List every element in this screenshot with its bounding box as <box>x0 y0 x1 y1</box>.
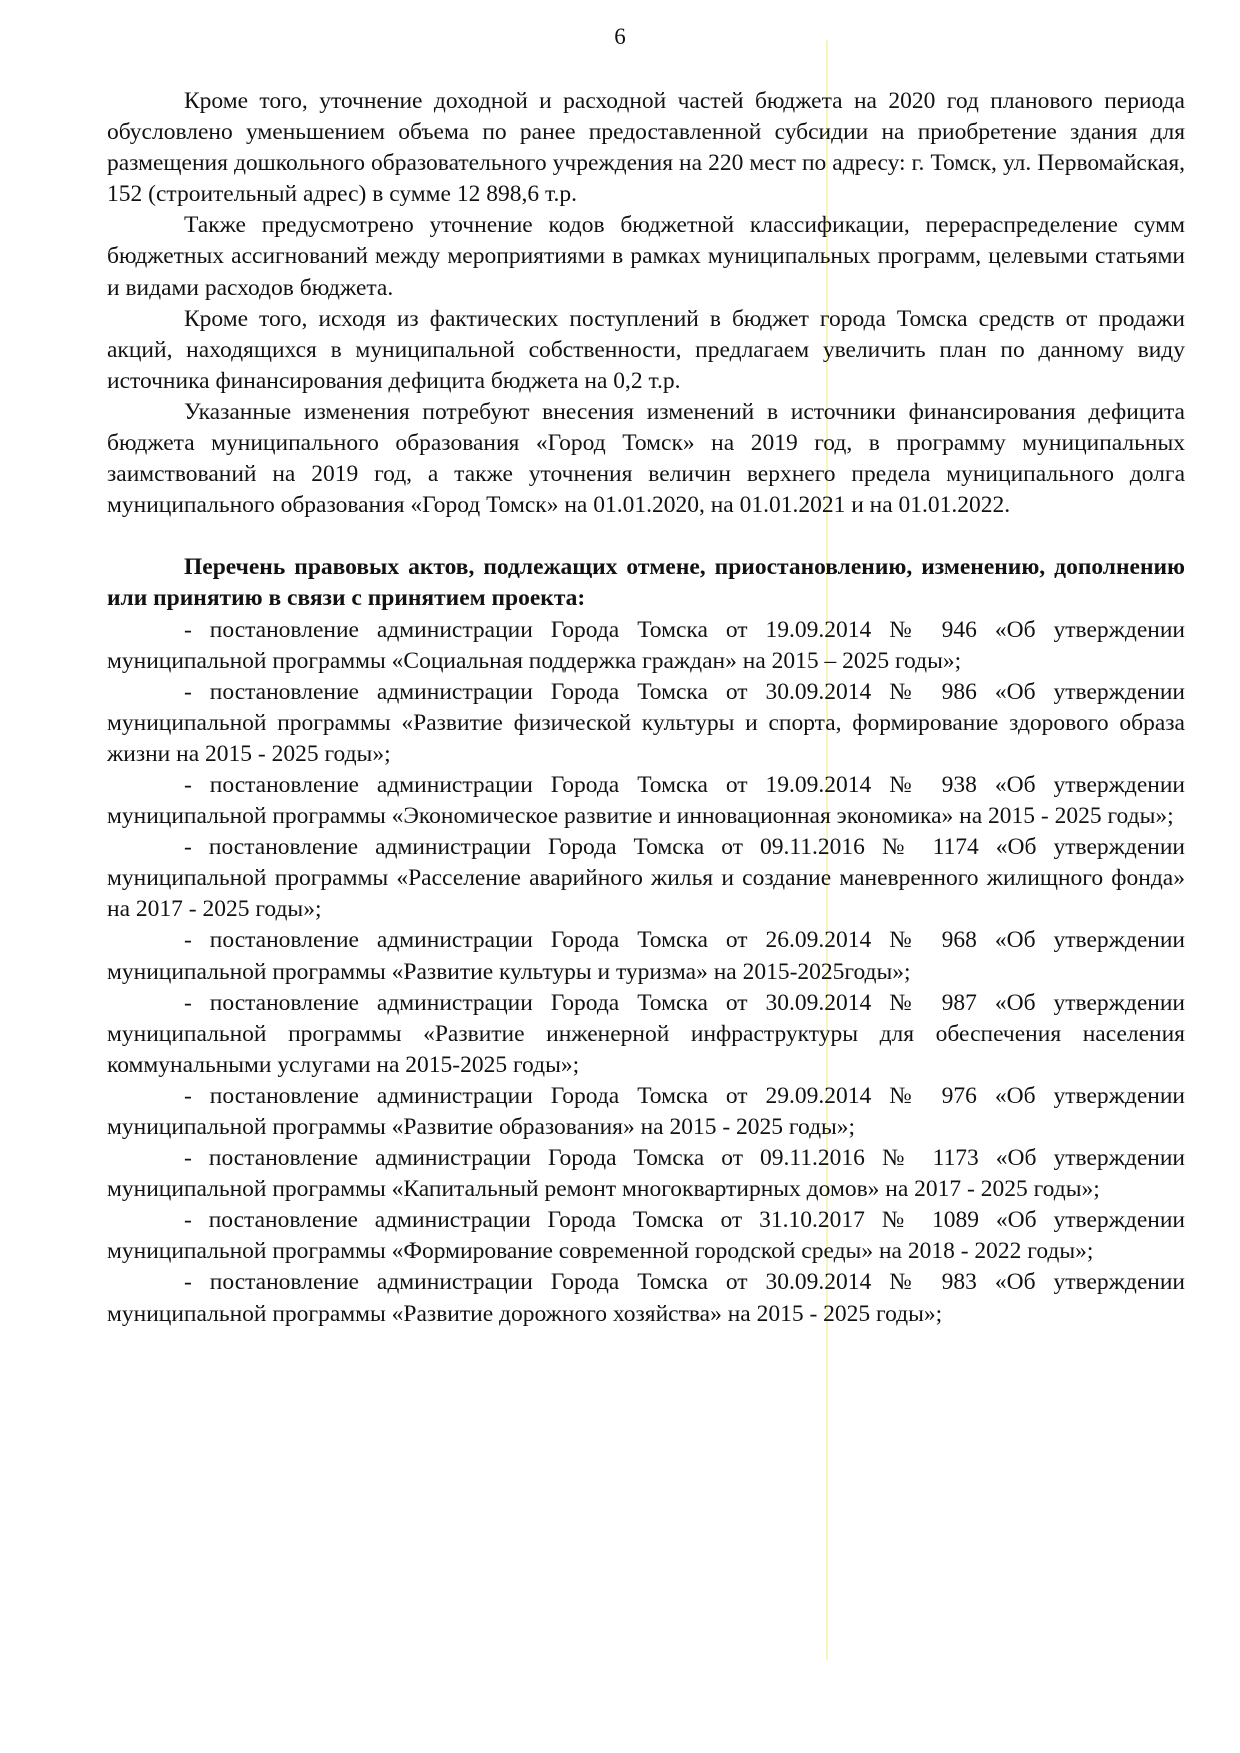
list-item: - постановление администрации Города Томска от 31.10.2017 № 1089 «Об утверждении муниципальной программы «Формирование современной городской среды» на 2018 - 2022 годы»; <box>107 1207 1185 1265</box>
list-item: - постановление администрации Города Томска от 26.09.2014 № 968 «Об утверждении муниципальной программы «Развитие культуры и туризма» на 2015-2025годы»; <box>107 927 1185 985</box>
list-item: - постановление администрации Города Томска от 19.09.2014 № 938 «Об утверждении муниципальной программы «Экономическое развитие и инновационная экономика» на 2015 - 2025 годы»; <box>107 771 1185 830</box>
paragraph: Кроме того, уточнение доходной и расходной частей бюджета на 2020 год планового периода обусловлено уменьшением объема по ранее предоставленной субсидии на приобретение здания для размещения дошкольного образовательного учреждения на 220 мест по адресу: г. Томск, ул. Первомайская, 152 (строительный адрес) в сумме 12 898,6 т.р. <box>107 88 1185 208</box>
section-heading: Перечень правовых актов, подлежащих отмене, приостановлению, изменению, дополнению или принятию в связи с принятием проекта: <box>107 554 1185 612</box>
list-item: - постановление администрации Города Томска от 30.09.2014 № 987 «Об утверждении муниципальной программы «Развитие инженерной инфраструктуры для обеспечения населения коммунальными услугами на 2015-2025 годы»; <box>107 989 1185 1078</box>
spacer <box>107 521 1185 552</box>
list-item: - постановление администрации Города Томска от 30.09.2014 № 983 «Об утверждении муниципальной программы «Развитие дорожного хозяйства» на 2015 - 2025 годы»; <box>107 1269 1185 1327</box>
list-item: - постановление администрации Города Томска от 30.09.2014 № 986 «Об утверждении муниципальной программы «Развитие физической культуры и спорта, формирование здорового образа жизни на 2015 - 2025 годы»; <box>107 678 1185 767</box>
document-body <box>107 86 1185 1330</box>
list-item: - постановление администрации Города Томска от 29.09.2014 № 976 «Об утверждении муниципальной программы «Развитие образования» на 2015 - 2025 годы»; <box>107 1082 1185 1140</box>
list-item: - постановление администрации Города Томска от 09.11.2016 № 1173 «Об утверждении муниципальной программы «Капитальный ремонт многоквартирных домов» на 2017 - 2025 годы»; <box>107 1145 1185 1203</box>
paragraph: Также предусмотрено уточнение кодов бюджетной классификации, перераспределение сумм бюджетных ассигнований между мероприятиями в рамках муниципальных программ, целевыми статьями и видами расходов бюджета. <box>107 212 1185 301</box>
list-item: - постановление администрации Города Томска от 19.09.2014 № 946 «Об утверждении муниципальной программы «Социальная поддержка граждан» на 2015 – 2025 годы»; <box>107 616 1185 674</box>
paragraph: Кроме того, исходя из фактических поступлений в бюджет города Томска средств от продажи акций, находящихся в муниципальной собственности, предлагаем увеличить план по данному виду источника финансирования дефицита бюджета на 0,2 т.р. <box>107 305 1185 394</box>
list-item: - постановление администрации Города Томска от 09.11.2016 № 1174 «Об утверждении муниципальной программы «Расселение аварийного жилья и создание маневренного жилищного фонда» на 2017 - 2025 годы»; <box>107 834 1185 923</box>
paragraph: Указанные изменения потребуют внесения изменений в источники финансирования дефицита бюджета муниципального образования «Город Томск» на 2019 год, в программу муниципальных заимствований на 2019 год, а также уточнения величин верхнего предела муниципального долга муниципального образования «Город Томск» на 01.01.2020, на 01.01.2021 и на 01.01.2022. <box>107 398 1185 519</box>
page-number: 6 <box>614 24 626 49</box>
